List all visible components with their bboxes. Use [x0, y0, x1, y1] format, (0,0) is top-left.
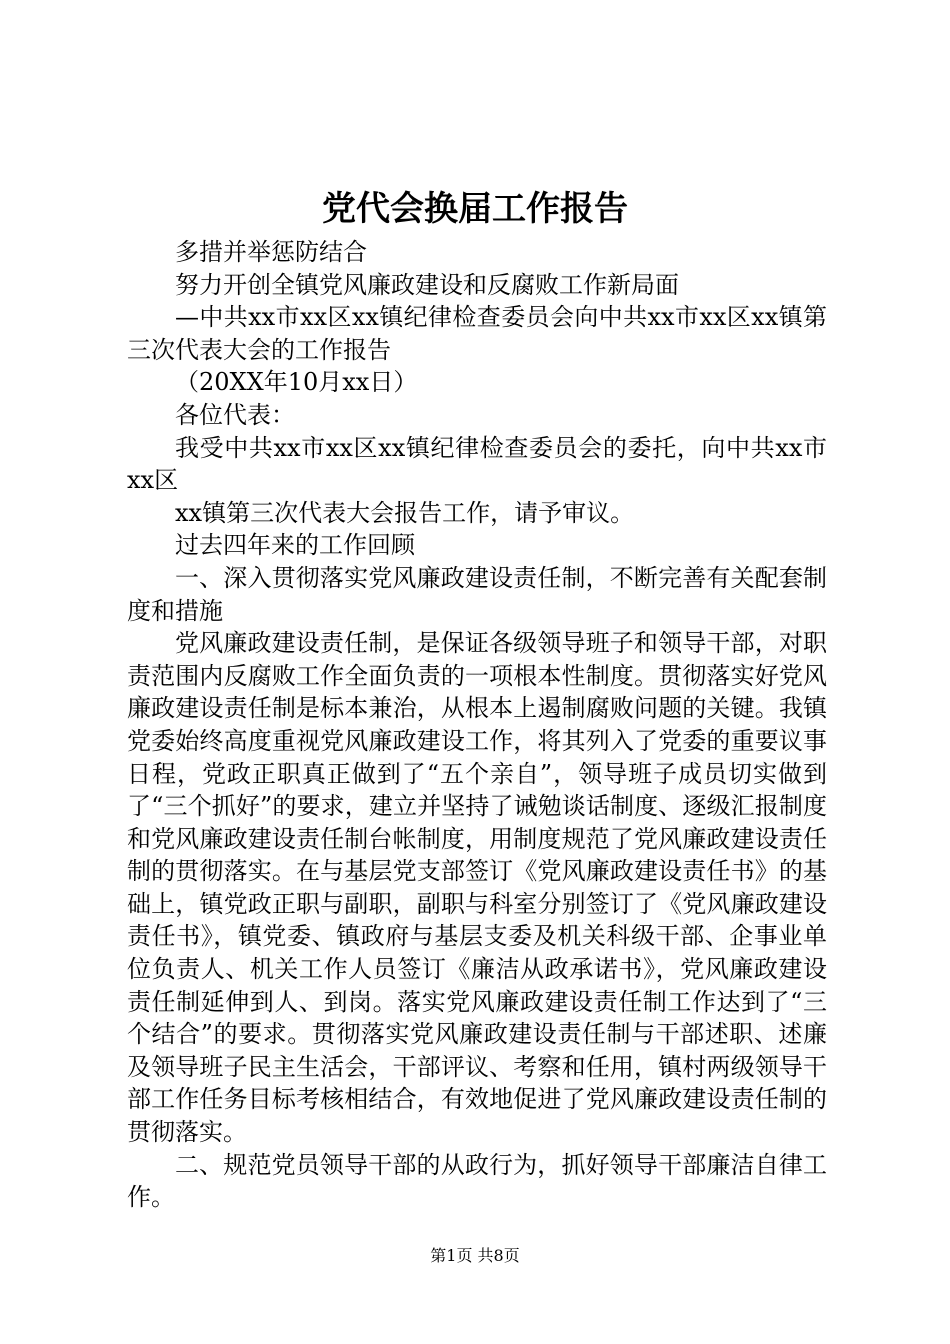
- salutation: 各位代表：: [175, 400, 295, 429]
- intro-paragraph-2: xx镇第三次代表大会报告工作，请予审议。: [175, 498, 635, 527]
- subtitle-line-1: 多措并举惩防结合: [175, 238, 367, 266]
- body-paragraph-1: 党风廉政建设责任制，是保证各级领导班子和领导干部，对职责范围内反腐败工作全面负责的一项根本性制度。贯彻落实好党风廉政建设责任制是标本兼治，从根本上遏制腐败问题的关键。我镇党委始终高度重视党风廉政建设工作，将其列入了党委的重要议事日程，党政正职真正做到了“五个亲自”，领导班子成员切实做到了“三个抓好”的要求，建立并坚持了诫勉谈话制度、逐级汇报制度和党风廉政建设责任制台帐制度，用制度规范了党风廉政建设责任制的贯彻落实。在与基层党支部签订《党风廉政建设责任书》的基础上，镇党政正职与副职，副职与科室分别签订了《党风廉政建设责任书》，镇党委、镇政府与基层支委及机关科级干部、企事业单位负责人、机关工作人员签订《廉洁从政承诺书》，党风廉政建设责任制延伸到人、到岗。落实党风廉政建设责任制工作达到了“三个结合”的要求。贯彻落实党风廉政建设责任制与干部述职、述廉及领导班子民主生活会，干部评议、考察和任用，镇村两级领导干部工作任务目标考核相结合，有效地促进了党风廉政建设责任制的贯彻落实。: [127, 629, 827, 1147]
- intro-paragraph-1: 我受中共xx市xx区xx镇纪律检查委员会的委托，向中共xx市xx区: [127, 433, 827, 495]
- document-body: [127, 236, 827, 1214]
- section-heading-1: 一、深入贯彻落实党风廉政建设责任制，不断完善有关配套制度和措施: [127, 563, 827, 625]
- subtitle-line-2: 努力开创全镇党风廉政建设和反腐败工作新局面: [175, 270, 679, 299]
- document-title: 党代会换届工作报告: [322, 189, 628, 229]
- page-footer: 第1页 共8页: [430, 1246, 520, 1265]
- section-heading-2: 二、规范党员领导干部的从政行为，抓好领导干部廉洁自律工作。: [127, 1150, 827, 1212]
- subtitle-line-3: —中共xx市xx区xx镇纪律检查委员会向中共xx市xx区xx镇第三次代表大会的工作报告: [127, 303, 827, 364]
- report-date: （20XX年10月xx日）: [175, 368, 418, 397]
- section-heading-review: 过去四年来的工作回顾: [175, 531, 415, 560]
